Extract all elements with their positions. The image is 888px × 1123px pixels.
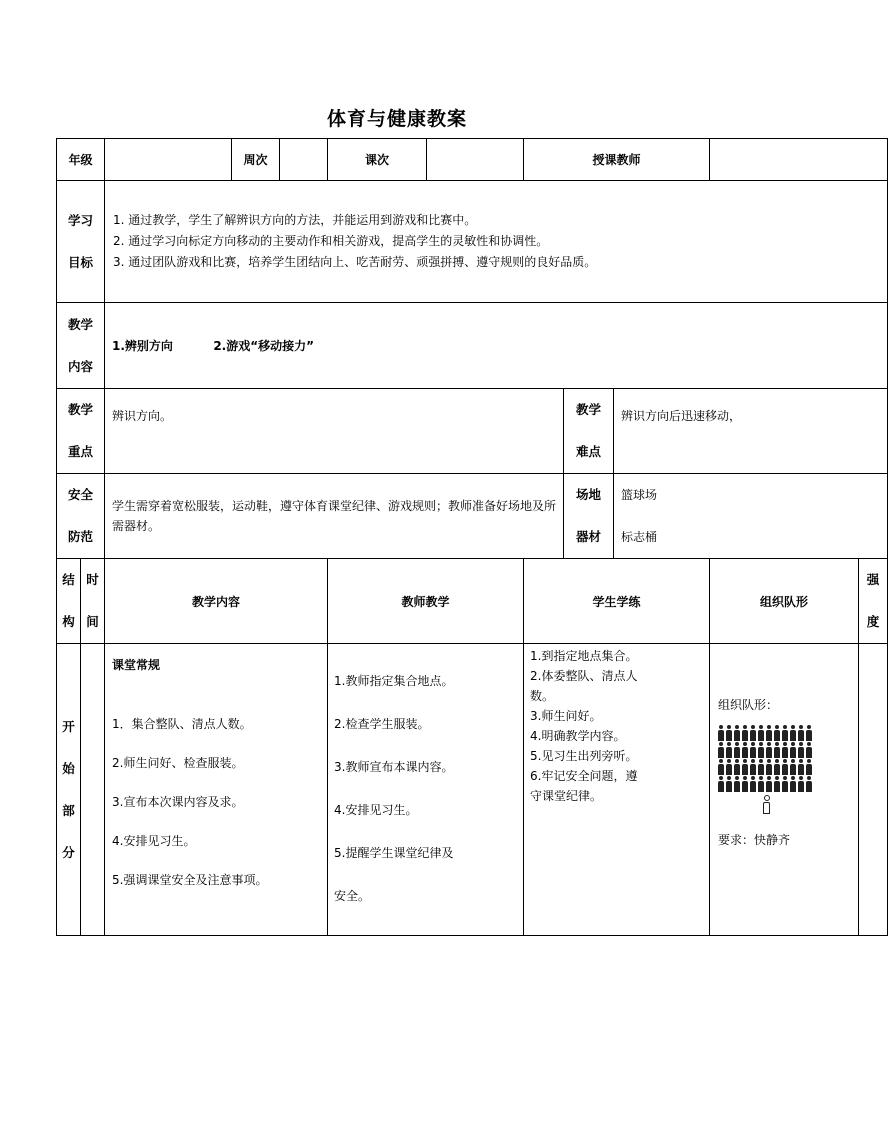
difficulty-label: 教学 难点	[564, 389, 614, 474]
student-figure-icon	[718, 742, 723, 758]
student-figure-icon	[734, 725, 739, 741]
start-section-time	[81, 644, 105, 936]
student-figure-icon	[742, 759, 747, 775]
teaching-content-header: 教学内容	[105, 559, 328, 644]
page-title: 体育与健康教案	[326, 108, 467, 130]
student-figure-icon	[734, 776, 739, 792]
list-item: 4.安排见习生。	[334, 803, 418, 817]
teacher-figure-icon	[762, 795, 770, 813]
student-row	[718, 759, 828, 775]
student-figure-icon	[774, 759, 779, 775]
formation-label: 组织队形：	[718, 698, 779, 712]
list-item: 5.强调课堂安全及注意事项。	[112, 873, 268, 887]
safety-text: 学生需穿着宽松服装，运动鞋，遵守体育课堂纪律、游戏规则；教师准备好场地及所需器材。	[105, 474, 564, 559]
formation-cell	[710, 644, 859, 936]
student-figure-icon	[742, 725, 747, 741]
list-item: 1．集合整队、清点人数。	[112, 717, 252, 731]
student-figure-icon	[774, 725, 779, 741]
list-item: 2.师生问好、检查服装。	[112, 756, 244, 770]
difficulty-text: 辨识方向后迅速移动，	[614, 389, 888, 474]
objective-item: 1. 通过教学，学生了解辨识方向的方法，并能运用到游戏和比赛中。	[113, 213, 477, 227]
start-student-list	[524, 644, 710, 936]
student-figure-icon	[758, 759, 763, 775]
equipment-value: 标志桶	[621, 530, 658, 544]
list-item: 2.检查学生服装。	[334, 717, 430, 731]
week-label: 周次	[232, 139, 280, 181]
list-item: 安全。	[334, 889, 371, 903]
list-item: 5.提醒学生课堂纪律及	[334, 846, 454, 860]
student-figure-icon	[718, 759, 723, 775]
lesson-label: 课次	[328, 139, 427, 181]
venue-equipment-label: 场地 器材	[564, 474, 614, 559]
content-item-2: 2.游戏“移动接力”	[213, 339, 314, 353]
list-item: 4.明确教学内容。	[530, 729, 626, 743]
student-figure-icon	[758, 725, 763, 741]
key-points-label: 教学 重点	[57, 389, 105, 474]
formation-diagram	[718, 725, 828, 813]
student-figure-icon	[806, 742, 811, 758]
week-value	[280, 139, 328, 181]
student-figure-icon	[726, 742, 731, 758]
student-figure-icon	[766, 742, 771, 758]
teacher-label: 授课教师	[524, 139, 710, 181]
start-section-label: 开 始 部 分	[57, 644, 81, 936]
start-teacher-list	[328, 644, 524, 936]
list-item: 6.牢记安全问题，遵	[530, 769, 638, 783]
student-figure-icon	[758, 742, 763, 758]
list-item: 5.见习生出列旁听。	[530, 749, 638, 763]
student-figure-icon	[750, 725, 755, 741]
student-figure-icon	[734, 742, 739, 758]
student-figure-icon	[750, 776, 755, 792]
key-points-text: 辨识方向。	[105, 389, 564, 474]
student-figure-icon	[782, 742, 787, 758]
list-item: 3.师生问好。	[530, 709, 602, 723]
start-section-intensity	[859, 644, 888, 936]
time-column-header: 时 间	[81, 559, 105, 644]
formation-header: 组织队形	[710, 559, 859, 644]
student-figure-icon	[798, 725, 803, 741]
teacher-teaching-header: 教师教学	[328, 559, 524, 644]
list-item: 守课堂纪律。	[530, 789, 603, 803]
venue-equipment-value	[614, 474, 888, 559]
objective-item: 3. 通过团队游戏和比赛，培养学生团结向上、吃苦耐劳、顽强拼搏、遵守规则的良好品质。	[113, 255, 597, 269]
list-item: 1.到指定地点集合。	[530, 649, 638, 663]
student-figure-icon	[718, 725, 723, 741]
student-figure-icon	[734, 759, 739, 775]
student-figure-icon	[726, 776, 731, 792]
lesson-plan-table	[56, 138, 888, 936]
start-content-heading: 课堂常规	[112, 658, 161, 672]
list-item: 2.体委整队、清点人	[530, 669, 638, 683]
student-figure-icon	[766, 759, 771, 775]
safety-label: 安全 防范	[57, 474, 105, 559]
start-content-list	[105, 644, 328, 936]
objectives-list	[105, 181, 888, 303]
student-figure-icon	[774, 742, 779, 758]
list-item: 3.教师宣布本课内容。	[334, 760, 454, 774]
structure-column-header: 结 构	[57, 559, 81, 644]
student-figure-icon	[766, 725, 771, 741]
list-item: 1.教师指定集合地点。	[334, 674, 454, 688]
student-practice-header: 学生学练	[524, 559, 710, 644]
content-items	[105, 303, 888, 389]
student-figure-icon	[750, 742, 755, 758]
student-figure-icon	[742, 776, 747, 792]
student-figure-icon	[806, 776, 811, 792]
objective-item: 2. 通过学习向标定方向移动的主要动作和相关游戏，提高学生的灵敏性和协调性。	[113, 234, 549, 248]
student-figure-icon	[782, 725, 787, 741]
teacher-value	[710, 139, 888, 181]
venue-value: 篮球场	[621, 488, 658, 502]
student-figure-icon	[798, 759, 803, 775]
student-row	[718, 776, 828, 792]
student-figure-icon	[766, 776, 771, 792]
formation-requirement: 要求：快静齐	[718, 833, 791, 847]
student-figure-icon	[806, 725, 811, 741]
student-figure-icon	[726, 759, 731, 775]
student-figure-icon	[758, 776, 763, 792]
grade-label: 年级	[57, 139, 105, 181]
student-figure-icon	[806, 759, 811, 775]
content-item-1: 1.辨别方向	[112, 339, 173, 353]
student-figure-icon	[790, 725, 795, 741]
objectives-label: 学习 目标	[57, 181, 105, 303]
student-figure-icon	[798, 776, 803, 792]
list-item: 数。	[530, 689, 555, 703]
student-figure-icon	[742, 742, 747, 758]
student-figure-icon	[798, 742, 803, 758]
student-figure-icon	[774, 776, 779, 792]
student-figure-icon	[790, 776, 795, 792]
intensity-column-header: 强 度	[859, 559, 888, 644]
lesson-value	[427, 139, 524, 181]
student-figure-icon	[750, 759, 755, 775]
list-item: 3.宣布本次课内容及求。	[112, 795, 244, 809]
grade-value	[105, 139, 232, 181]
student-figure-icon	[726, 725, 731, 741]
student-figure-icon	[790, 759, 795, 775]
student-row	[718, 725, 828, 741]
student-figure-icon	[782, 759, 787, 775]
student-figure-icon	[718, 776, 723, 792]
list-item: 4.安排见习生。	[112, 834, 196, 848]
student-row	[718, 742, 828, 758]
student-figure-icon	[790, 742, 795, 758]
student-figure-icon	[782, 776, 787, 792]
content-label: 教学 内容	[57, 303, 105, 389]
